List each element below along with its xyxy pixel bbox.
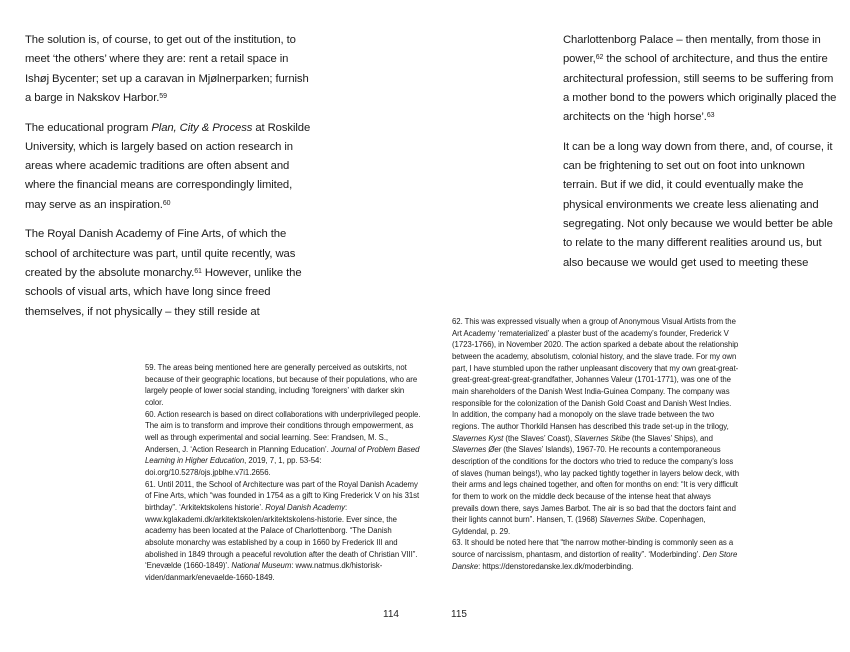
footnote-reference: 62: [595, 54, 604, 62]
text-run: 63. It should be noted here that “the narrow mother-binding is commonly seen as a source of narcissism, phantasm, and distortion of reality”. ‘Moderbinding’.: [452, 538, 734, 560]
text-run: However, unlike the schools of visual arts, which have long since freed themselves, if not physically – they still reside at: [25, 267, 302, 318]
italic-text: Slavernes Kyst: [452, 433, 504, 443]
text-run: 62. This was expressed visually when a group of Anonymous Visual Artists from the Art Academy ‘rematerialized’ a plaster bust of the academy’s founder, Frederick V (1723-1766), in November 2020. The action sparked a debate about the relationship between the academy, absolutism, colonial history, and the slave trade. For my own part, I have stumbled upon the rather unpleasant discovery that my own great-great-great-great-great-great-grandfather, Johannes Valeur (1701-1771), was one of the main shareholders of the Danish West India-Guinea Company. The company was responsible for the colonization of the Danish Gold Coast and Danish West Indies. In addition, the company had a monopoly on the slave trade between the two regions. The author Thorkild Hansen has described this trade set-up in the trilogy,: [452, 317, 739, 431]
right-page-body-text: [563, 31, 841, 283]
text-run: The educational program: [25, 121, 152, 134]
italic-text: Plan, City & Process: [151, 121, 253, 134]
text-run: at Roskilde University, which is largely based on action research in areas where academic traditions are often absent and where the financial means are correspondingly limited, may serve as an inspiration.: [25, 121, 311, 211]
left-page-footnotes: [145, 362, 422, 583]
paragraph: [25, 225, 311, 321]
footnote-reference: 61: [194, 267, 202, 275]
text-run: (the Slaves’ Islands), 1967-70. He recounts a contemporaneous description of the conditions for the doctors who tried to reduce the company’s loss of slaves (human beings!), who lay packed tightly together in layers below deck, with their arms and legs chained together, and often for months on end: “It is very difficult for them to work on the middle deck because of the intense heat that always prevails down there, says James Barbot. The air is so bad that the doctors faint and their lights cannot burn”. Hansen, T. (1968): [452, 445, 739, 525]
italic-text: Slavernes Øer: [452, 445, 502, 455]
paragraph: [145, 479, 422, 584]
page-number-right: 115: [451, 609, 467, 620]
text-run: : https://denstoredanske.lex.dk/moderbinding.: [478, 561, 634, 571]
text-run: It can be a long way down from there, and, of course, it can be frightening to set out on foot into unknown terrain. But if we did, it could eventually make the physical environments we create less alienating and segregating. Not only because we would better be able to relate to the many different realities around us, but also because we would get used to meeting these: [563, 140, 833, 269]
paragraph: [145, 362, 422, 409]
text-run: The solution is, of course, to get out of the institution, to meet ‘the others’ where they are: rent a retail space in Ishøj Bycenter; set up a caravan in Mjølnerparken; furnish a barge in Nakskov Harbor.: [25, 34, 309, 104]
paragraph: [563, 138, 841, 273]
right-page-footnotes: [452, 316, 739, 572]
italic-text: Slavernes Skibe: [574, 433, 630, 443]
left-page-body-text: [25, 31, 311, 332]
italic-text: Journal of Problem Based Learning in Higher Education: [145, 444, 420, 466]
italic-text: Den Store Danske: [452, 550, 738, 571]
text-run: : www.natmus.dk/historisk-viden/danmark/enevaelde-1660-1849.: [145, 561, 383, 582]
italic-text: Slavernes Skibe: [599, 515, 656, 525]
paragraph: [563, 31, 841, 127]
paragraph: [25, 119, 311, 215]
text-run: the school of architecture, and thus the entire architectural profession, still seems to be suffering from a mother bond to the powers which originally placed the architects on the ‘high horse’.: [563, 53, 837, 124]
footnote-reference: 59: [159, 92, 167, 100]
text-run: . Copenhagen, Gyldendal, p. 29.: [452, 515, 706, 536]
text-run: Charlottenborg Palace – then mentally, from those in power,: [563, 34, 821, 66]
text-run: The Royal Danish Academy of Fine Arts, of which the school of architecture was part, until quite recently, was created by the absolute monarchy.: [25, 228, 296, 280]
text-run: : www.kglakademi.dk/arkitektskolen/arkitektskolens-historie. Ever since, the academy has been located at the Palace of Charlottenborg. “The Danish absolute monarchy was established by a coup in 1660 by Frederick III and abolished in 1849 through a peaceful revolution after the death of Christian VIII”. ‘Enevælde (1660-1849)’.: [145, 502, 418, 571]
footnote-reference: 63: [706, 112, 715, 120]
text-run: (the Slaves’ Ships), and: [629, 433, 713, 443]
paragraph: [452, 537, 739, 572]
paragraph: [452, 316, 739, 537]
paragraph: [25, 31, 311, 108]
text-run: 61. Until 2011, the School of Architecture was part of the Royal Danish Academy of Fine Arts, which “was founded in 1754 as a gift to King Frederick V on his 31st birthday”. ‘Arkitektskolens historie’.: [145, 479, 420, 512]
text-run: 60. Action research is based on direct collaborations with underprivileged people. The aim is to transform and improve their conditions through empowerment, as well as through experimental and social learning. See: Frandsen, M. S., Andersen, J. ‘Action Research in Planning Education’.: [145, 409, 421, 454]
text-run: (the Slaves’ Coast),: [503, 433, 575, 443]
page-number-left: 114: [383, 609, 399, 620]
footnote-reference: 60: [162, 199, 171, 207]
italic-text: National Museum: [231, 561, 292, 571]
text-run: , 2019, 7, 1, pp. 53-54: doi.org/10.5278/ojs.jpblhe.v7i1.2656.: [145, 456, 322, 477]
paragraph: [145, 409, 422, 479]
text-run: 59. The areas being mentioned here are generally perceived as outskirts, not because of their geographic locations, but because of their populations, who are largely people of lower social standing, including ‘foreigners’ with darker skin color.: [145, 363, 418, 407]
italic-text: Royal Danish Academy: [265, 502, 345, 512]
